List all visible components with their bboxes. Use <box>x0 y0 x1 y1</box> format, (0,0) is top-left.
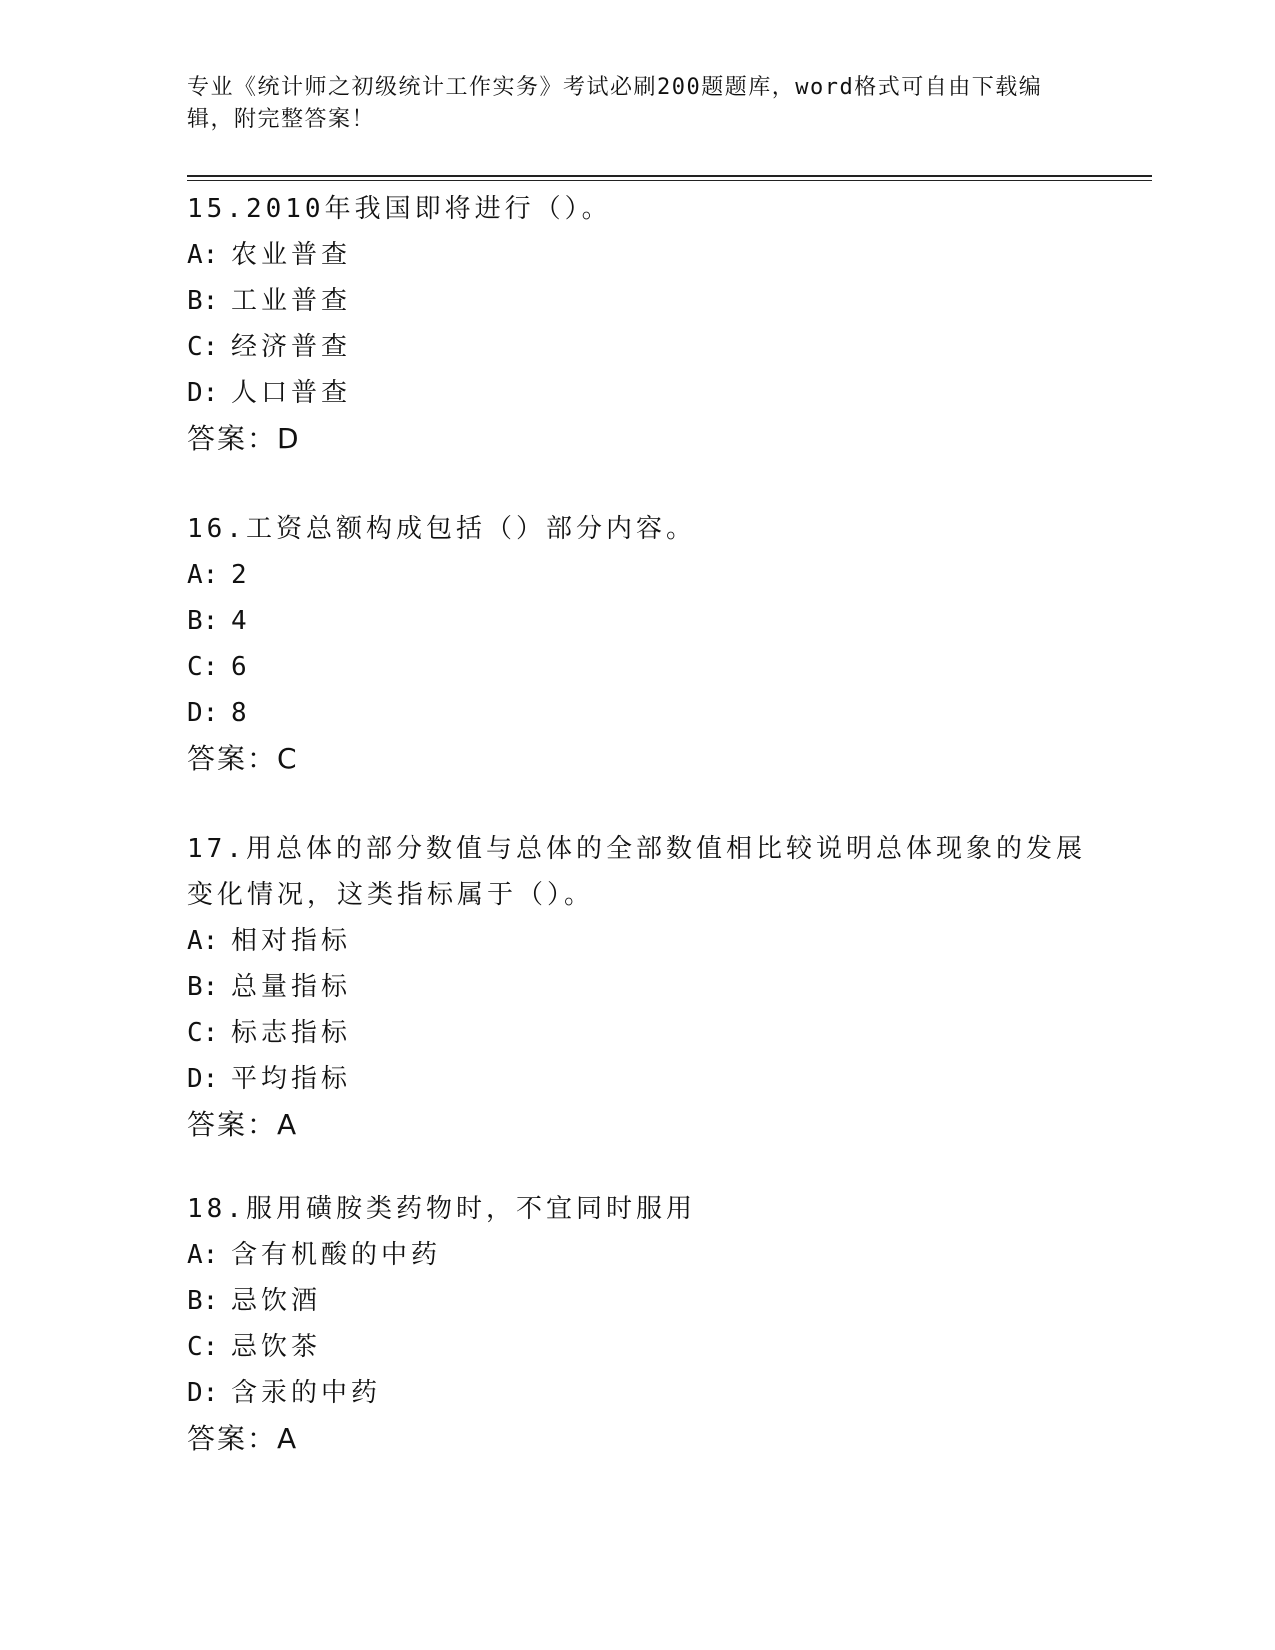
option-b <box>187 964 1087 1010</box>
answer: 答案：C <box>187 742 299 775</box>
option-letter: D: <box>187 1378 219 1408</box>
option-letter: A: <box>187 926 219 956</box>
option-letter: A: <box>187 1240 219 1270</box>
option-letter: B: <box>187 286 219 316</box>
option-a <box>187 1232 1087 1278</box>
option-letter: D: <box>187 698 219 728</box>
option-c <box>187 1010 1087 1056</box>
option-text: 6 <box>231 652 251 682</box>
question-17 <box>187 826 1087 1148</box>
option-b <box>187 278 1087 324</box>
option-text: 2 <box>231 560 251 590</box>
option-text: 总量指标 <box>231 972 352 1002</box>
option-c <box>187 644 1087 690</box>
option-text: 标志指标 <box>231 1018 352 1048</box>
question-stem: 17.用总体的部分数值与总体的全部数值相比较说明总体现象的发展变化情况，这类指标属于（）。 <box>187 834 1086 910</box>
option-c <box>187 324 1087 370</box>
option-letter: D: <box>187 378 219 408</box>
option-letter: A: <box>187 560 219 590</box>
option-text: 经济普查 <box>231 332 352 362</box>
option-a <box>187 552 1087 598</box>
option-text: 工业普查 <box>231 286 352 316</box>
option-letter: C: <box>187 1018 219 1048</box>
question-stem: 18.服用磺胺类药物时，不宜同时服用 <box>187 1194 696 1224</box>
option-letter: D: <box>187 1064 219 1094</box>
answer: 答案：A <box>187 1422 299 1455</box>
option-a <box>187 918 1087 964</box>
question-18 <box>187 1186 1087 1462</box>
answer: 答案：A <box>187 1108 299 1141</box>
option-c <box>187 1324 1087 1370</box>
header-divider-thin <box>187 180 1152 181</box>
option-letter: C: <box>187 1332 219 1362</box>
option-letter: B: <box>187 1286 219 1316</box>
option-letter: A: <box>187 240 219 270</box>
option-letter: B: <box>187 972 219 1002</box>
option-d <box>187 1056 1087 1102</box>
option-letter: B: <box>187 606 219 636</box>
option-text: 含汞的中药 <box>231 1378 382 1408</box>
option-text: 8 <box>231 698 251 728</box>
question-16 <box>187 506 1087 782</box>
option-text: 含有机酸的中药 <box>231 1240 442 1270</box>
question-15 <box>187 186 1087 462</box>
option-letter: C: <box>187 332 219 362</box>
option-text: 忌饮茶 <box>231 1332 322 1362</box>
option-b <box>187 1278 1087 1324</box>
option-d <box>187 1370 1087 1416</box>
option-d <box>187 690 1087 736</box>
option-d <box>187 370 1087 416</box>
option-b <box>187 598 1087 644</box>
option-text: 人口普查 <box>231 378 352 408</box>
option-text: 平均指标 <box>231 1064 352 1094</box>
option-letter: C: <box>187 652 219 682</box>
option-text: 忌饮酒 <box>231 1286 322 1316</box>
option-a <box>187 232 1087 278</box>
header-divider-thick <box>187 175 1152 177</box>
option-text: 4 <box>231 606 251 636</box>
question-stem: 16.工资总额构成包括（）部分内容。 <box>187 514 696 544</box>
question-stem: 15.2010年我国即将进行（）。 <box>187 194 612 224</box>
option-text: 农业普查 <box>231 240 352 270</box>
document-header: 专业《统计师之初级统计工作实务》考试必刷200题题库，word格式可自由下载编辑，附完整答案！ <box>187 75 1043 132</box>
answer: 答案：D <box>187 422 301 455</box>
option-text: 相对指标 <box>231 926 352 956</box>
